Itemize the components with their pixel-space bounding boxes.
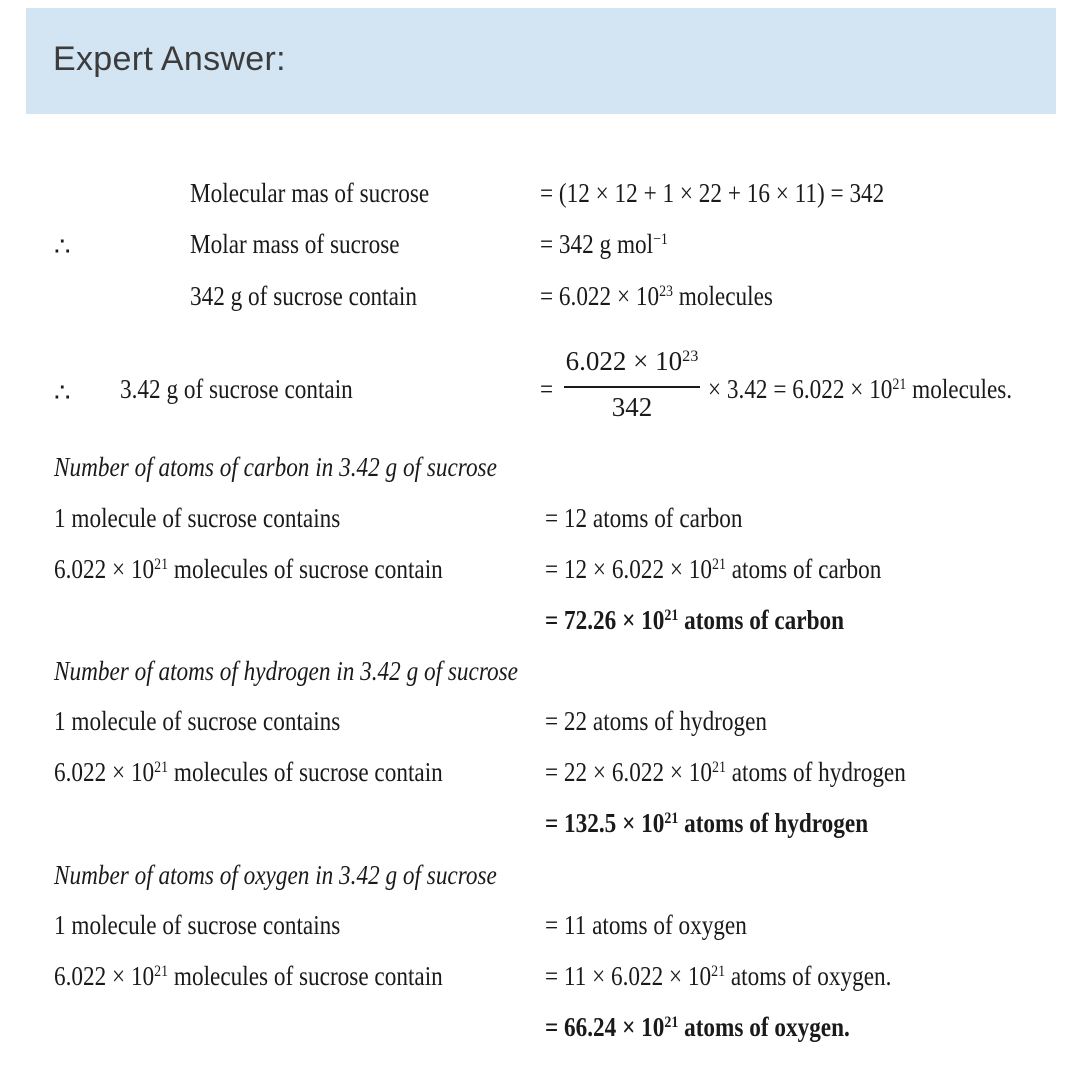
oxygen-line2-label: $6.022 \times 10^{21}$ molecules of sucrose contain <box>54 961 443 991</box>
molar-mass-label: Molar mass of sucrose <box>190 229 400 259</box>
carbon-line1-value: = 12 atoms of carbon <box>545 503 743 533</box>
sucrose-3-42g-label: 3.42 g of sucrose contain <box>120 374 353 404</box>
oxygen-section-heading: Number of atoms of oxygen in 3.42 g of sucrose <box>54 860 497 890</box>
carbon-result: = $72.26 \times 10^{21}$ atoms of carbon <box>545 605 845 635</box>
oxygen-line2-value: = $11 \times 6.022 \times 10^{21}$ atoms of oxygen. <box>545 961 892 991</box>
header-title: Expert Answer: <box>53 40 286 78</box>
sucrose-342g-value: = $6.022 \times 10^{23}$ molecules <box>540 281 773 311</box>
carbon-line1-label: 1 molecule of sucrose contains <box>54 503 341 533</box>
fraction-denominator: 342 <box>611 392 653 422</box>
hydrogen-result: = $132.5 \times 10^{21}$ atoms of hydrogen <box>545 808 869 838</box>
sucrose-342g-label: 342 g of sucrose contain <box>190 281 417 311</box>
oxygen-line1-value: = 11 atoms of oxygen <box>545 910 747 940</box>
oxygen-result: = $66.24 \times 10^{21}$ atoms of oxygen. <box>545 1012 850 1042</box>
hydrogen-section-heading: Number of atoms of hydrogen in 3.42 g of sucrose <box>54 656 518 686</box>
fraction <box>560 348 704 428</box>
hydrogen-line2-value: = $22 \times 6.022 \times 10^{21}$ atoms of hydrogen <box>545 757 906 787</box>
oxygen-line1-label: 1 molecule of sucrose contains <box>54 910 341 940</box>
fraction-bar <box>564 386 700 388</box>
hydrogen-line1-value: = 22 atoms of hydrogen <box>545 706 768 736</box>
equals-sign: = <box>540 374 554 404</box>
molecular-mass-label: Molecular mas of sucrose <box>190 178 430 208</box>
fraction-numerator: $6.022 \times 10^{23}$ <box>565 346 699 376</box>
carbon-section-heading: Number of atoms of carbon in 3.42 g of sucrose <box>54 452 497 482</box>
molecular-mass-value: = (12 × 12 + 1 × 22 + 16 × 11) = 342 <box>540 178 885 208</box>
hydrogen-line1-label: 1 molecule of sucrose contains <box>54 706 341 736</box>
therefore-symbol: ∴ <box>54 378 71 407</box>
molecules-result: × $3.42 = 6.022 \times 10^{21}$ molecules. <box>708 374 1013 404</box>
hydrogen-line2-label: $6.022 \times 10^{21}$ molecules of sucrose contain <box>54 757 443 787</box>
molar-mass-value: = 342 g mol$^{-1}$ <box>540 229 668 259</box>
carbon-line2-value: = $12 \times 6.022 \times 10^{21}$ atoms of carbon <box>545 554 882 584</box>
carbon-line2-label: $6.022 \times 10^{21}$ molecules of sucrose contain <box>54 554 443 584</box>
therefore-symbol: ∴ <box>54 232 71 261</box>
